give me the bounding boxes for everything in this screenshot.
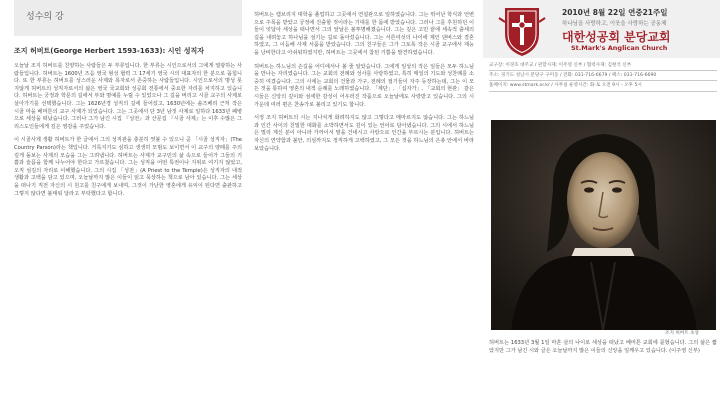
info-line: 홈페이지: www.stmark.or.kr / 사무실 운영시간: 화-토 오전 9시 - 오후 5시 bbox=[489, 83, 642, 89]
divider bbox=[489, 91, 717, 92]
middle-column bbox=[254, 12, 474, 398]
section-label: 성수의 강 bbox=[26, 12, 64, 22]
info-line: 주소: 경기도 성남시 분당구 구미동 / 전화: 031-716-6679 / 팩스: 031-716-6690 bbox=[489, 73, 657, 79]
paragraph: 이 시골사제 생활 허버트가 한 글에서 그의 성직관을 충분히 엿볼 수 있으니 곧 「시골 성직자」(The Country Parson)라는 책입니다. 거룩지기도 심하고 생생히 모범도 보이면서 이 교구의 양떼를 주의 깊게 돌보는 사제의 모습을 그는 그려냅니다. 허버트는 사제가 교구민의 삶 속으로 들어가 그들의 기쁨과 슬픔을 함께 나누어야 한다고 가르쳤습니다. 그는 성직을 어떤 특권이나 지위로 여기지 않았고, 오직 섬김의 자리로 이해했습니다. 그의 시집 「성전」(A Priest to the Temple)은 성직자의 내적 생활과 고백을 담고 있으며, 오늘날까지 많은 이들이 읽고 묵상하는 책으로 남아 있습니다. 그는 세상을 떠나기 직전 자신의 시 원고를 친구에게 보내며, 그것이 가난한 영혼에게 유익이 된다면 출판하고 그렇지 않다면 불태워 달라고 부탁했다고 합니다. bbox=[14, 137, 242, 197]
right-body-text bbox=[489, 340, 717, 361]
paragraph: 허버트는 하느님의 손길을 어디에서나 볼 줄 알았습니다. 그에게 일상의 작은 일들은 모두 하느님을 만나는 자리였습니다. 그는 교회의 전례와 성사를 사랑하였고, 특히 매일의 기도와 성찬례를 소중히 여겼습니다. 그의 시에는 교회의 건물과 가구, 전례의 절기들이 자주 등장하는데, 그는 이 모든 것을 통하여 영혼의 내적 순례를 노래하였습니다. 「제단」, 「십자가」, 「교회의 현관」 같은 시들은 신앙의 깊이와 섬세한 감성이 어우러진 작품으로 오늘날에도 사랑받고 있습니다. 그의 시 가운데 여러 편은 찬송가로 불리고 있기도 합니다. bbox=[254, 63, 474, 108]
right-column bbox=[483, 0, 720, 403]
portrait-image bbox=[491, 120, 716, 330]
church-name-english: St.Mark's Anglican Church bbox=[571, 44, 668, 52]
church-header bbox=[483, 0, 720, 58]
paragraph: 허버트는 캠브리지 대학을 졸업하고 그곳에서 연설관으로 일하였습니다. 그는 뛰어난 학식과 언변으로 주목을 받았고 궁정에 진출할 것이라는 기대를 한 몸에 받았습니다. 그러나 그를 후원하던 이들이 잇달아 세상을 떠나면서 그의 앞날은 불투명해졌습니다. 그는 깊은 고민 끝에 세속적 출세의 길을 내려놓고 하나님을 섬기는 길로 돌아섰습니다. 그는 서른여섯의 나이에 제인 댄버스와 결혼하였고, 그 이듬해 사제 서품을 받았습니다. 그의 친구들은 그가 그토록 작은 시골 교구에서 재능을 낭비한다고 아쉬워하였지만, 허버트는 그곳에서 참된 기쁨을 발견하였습니다. bbox=[254, 12, 474, 56]
article-title: 조지 허버트(George Herbert 1593-1633): 시인 성직자 bbox=[14, 47, 205, 55]
anniversary-date: 2010년 8월 22일 연중21주일 bbox=[562, 8, 668, 17]
info-line: 교구장: 이경호 대주교 / 관할사제: 이주영 신부 / 협력사제: 김현석 신부 bbox=[489, 63, 632, 68]
paragraph: 오늘날 조지 허버트를 친양하는 사람들은 두 부류입니다. 한 부류는 시인으로서의 그에게 열광하는 사람들입니다. 허버트는 1600년 즈음 영국 형성 협력 그 17세기 영국 시의 대표자의 한 분으로 꼽힙니다. 또 한 부류는 허버트를 성스러운 사제와 목자로서 존중하는 사람들입니다. 시인으로서의 명성 못지않게 허버트의 성직자로서의 삶은 영국 국교회와 성공회 전통에서 중요한 자리를 차지하고 있습니다. 허버트는 궁정과 학문의 길에서 부와 명예를 누릴 수 있었으나 그 길을 버리고 시골 교구의 사제로 살아가기를 선택했습니다. 그는 1626년경 성직의 길에 들어섰고, 1630년에는 솔즈베리 근처 작은 시골 마을 베머튼의 교구 사제가 되었습니다. 그는 그곳에서 단 3년 남짓 사제로 일하다 1633년 폐병으로 세상을 떠났습니다. 그러나 그가 남긴 시집 『성전』과 산문집 『시골 사제』는 이후 수많은 그리스도인들에게 깊은 영감을 주었습니다. bbox=[14, 63, 242, 130]
church-emblem-icon bbox=[497, 4, 547, 58]
left-column bbox=[14, 0, 242, 403]
church-motto: 하나님을 사랑하고, 이웃을 사랑하는 공동체 bbox=[562, 21, 667, 27]
church-name-korean: 대한성공회 분당교회 bbox=[562, 30, 671, 44]
church-info bbox=[489, 61, 717, 92]
section-tab bbox=[14, 0, 242, 36]
left-body-text bbox=[14, 63, 242, 204]
paragraph: 허버트는 1633년 3월 1일 마흔 살의 나이로 세상을 떠났고 베머튼 교회에 묻혔습니다. 그의 삶은 짧았지만 그가 남긴 시와 글은 오늘날까지 많은 이들의 신앙을 일깨우고 있습니다. (이주영 신부) bbox=[489, 340, 717, 354]
portrait-caption: 조지 허버트 초상 bbox=[665, 331, 699, 336]
paragraph: 서정 조지 허버트의 시는 지나치게 화려하지도 않고 그렇다고 메마르지도 않습니다. 그는 하느님과 인간 사이의 친밀한 대화를 소박하면서도 깊이 있는 언어로 담아냈습니다. 그의 시에서 하느님은 멀리 계신 분이 아니라 가까이서 말을 건네시고 사랑으로 인간을 부르시는 분입니다. 허버트는 자신의 연약함과 불안, 의심까지도 정직하게 고백하였고, 그 모든 것을 하느님의 은총 안에서 바라보았습니다. bbox=[254, 115, 474, 152]
